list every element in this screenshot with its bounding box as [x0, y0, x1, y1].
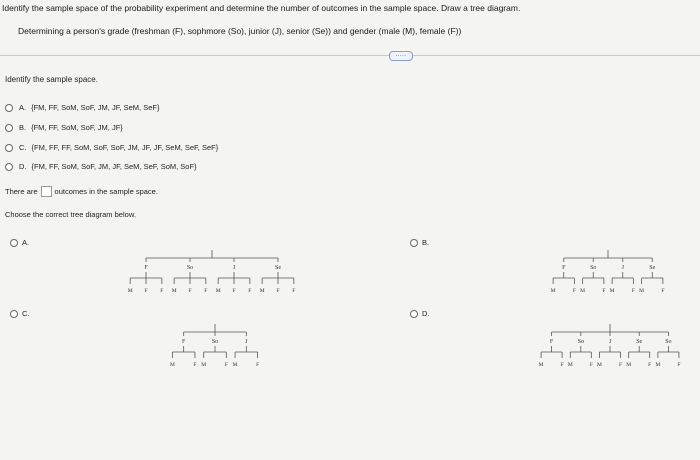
tree-option-b[interactable]	[410, 238, 429, 247]
tree-b-grade-label: J	[621, 265, 624, 271]
tree-b-leaf-label: F	[661, 288, 665, 294]
tree-b-leaf-label: M	[550, 288, 556, 294]
outcome-count-before: There are	[5, 187, 38, 196]
tree-b-leaf-label: F	[602, 288, 606, 294]
tree-c-leaf-label: F	[193, 362, 197, 368]
choice-c[interactable]	[5, 143, 218, 152]
tree-option-c-radio[interactable]	[10, 310, 18, 318]
tree-option-d[interactable]	[410, 309, 430, 318]
tree-d-leaf-label: F	[560, 362, 564, 368]
choice-c-key: C.	[19, 143, 27, 152]
tree-a-grade-label: J	[232, 265, 236, 271]
tree-d-grade-label: F	[549, 339, 554, 345]
tree-c-grade-label: F	[181, 339, 186, 345]
tree-c-grade-label: So	[211, 339, 219, 345]
choice-b-key: B.	[19, 123, 27, 132]
tree-a-leaf-label: F	[292, 288, 296, 294]
tree-a-leaf-label: F	[160, 288, 164, 294]
tree-option-d-key: D.	[422, 309, 430, 318]
tree-b-leaf-label: F	[631, 288, 635, 294]
tree-a-leaf-label: M	[259, 288, 265, 294]
tree-a-grade-label: Se	[275, 265, 281, 271]
tree-c-leaf-label: M	[169, 362, 175, 368]
tree-d-leaf-label: F	[618, 362, 623, 368]
tree-b-grade-label: Se	[649, 265, 656, 271]
tree-option-b-key: B.	[422, 238, 430, 247]
tree-prompt: Choose the correct tree diagram below.	[5, 210, 136, 219]
tree-a-leaf-label: F	[188, 288, 192, 294]
tree-option-a-key: A.	[22, 238, 30, 247]
choice-c-text: {FM, FF, FF, SoM, SoF, SoF, JM, JF, JF, SeM, SeF, SeF}	[31, 143, 219, 152]
tree-d-leaf-label: F	[589, 362, 593, 368]
tree-c-leaf-label: F	[224, 362, 228, 368]
tree-d-leaf-label: M	[538, 362, 544, 368]
tree-a-leaf-label: M	[127, 288, 133, 294]
tree-c-grade-label: J	[245, 339, 248, 345]
tree-a-leaf-label: F	[276, 288, 280, 294]
tree-c-leaf-label: F	[256, 362, 260, 368]
tree-b-leaf-label: M	[639, 288, 645, 294]
tree-d-grade-label: Se	[636, 339, 643, 345]
choice-a-text: {FM, FF, SoM, SoF, JM, JF, SeM, SeF}	[31, 103, 160, 112]
tree-b-leaf-label: M	[609, 288, 615, 294]
tree-d-leaf-label: F	[648, 362, 652, 368]
tree-c-leaf-label: M	[201, 362, 207, 368]
tree-d-grade-label: So	[665, 339, 672, 345]
choice-d-key: D.	[19, 162, 27, 171]
tree-d-leaf-label: M	[655, 362, 661, 368]
tree-option-d-radio[interactable]	[410, 310, 418, 318]
tree-a-leaf-label: F	[144, 288, 148, 294]
tree-a-leaf-label: M	[215, 288, 221, 294]
choice-a-key: A.	[19, 103, 27, 112]
tree-b-grade-label: So	[590, 265, 597, 271]
choice-d[interactable]	[5, 162, 197, 171]
tree-a-leaf-label: F	[204, 288, 208, 294]
tree-b-leaf-label: F	[572, 288, 576, 294]
choice-a-radio[interactable]	[5, 104, 13, 112]
tree-a-leaf-label: M	[171, 288, 177, 294]
tree-c-leaf-label: M	[232, 362, 238, 368]
tree-a-leaf-label: F	[232, 288, 236, 294]
choice-b[interactable]	[5, 123, 123, 132]
choice-a[interactable]	[5, 103, 159, 112]
section-divider	[0, 55, 700, 56]
tree-b-grade-label: F	[562, 265, 566, 271]
choice-d-radio[interactable]	[5, 163, 13, 171]
tree-diagram-a	[124, 248, 300, 300]
choice-d-text: {FM, FF, SoM, SoF, JM, JF, SeM, SeF, SoM, SoF}	[31, 162, 197, 171]
question-title: Identify the sample space of the probability experiment and determine the number of outcomes in the sample space. Draw a tree diagram.	[2, 3, 521, 13]
tree-d-grade-label: J	[608, 339, 612, 345]
choice-c-radio[interactable]	[5, 144, 13, 152]
tree-a-leaf-label: F	[248, 288, 252, 294]
tree-d-leaf-label: M	[567, 362, 573, 368]
tree-b-leaf-label: M	[580, 288, 586, 294]
outcome-count-input[interactable]	[41, 186, 52, 197]
tree-d-leaf-label: M	[597, 362, 602, 368]
tree-option-a-radio[interactable]	[10, 239, 18, 247]
sample-space-prompt: Identify the sample space.	[5, 75, 98, 84]
tree-option-c[interactable]	[10, 309, 30, 318]
tree-a-grade-label: F	[144, 265, 148, 271]
outcome-count-row	[5, 186, 158, 197]
tree-option-b-radio[interactable]	[410, 239, 418, 247]
tree-diagram-d	[537, 322, 683, 374]
tree-diagram-b	[549, 248, 667, 300]
expand-more-button[interactable]: .....	[389, 51, 413, 61]
tree-d-leaf-label: M	[626, 362, 632, 368]
tree-a-grade-label: So	[186, 265, 194, 271]
choice-b-text: {FM, FF, SoM, SoF, JM, JF}	[31, 123, 123, 132]
choice-b-radio[interactable]	[5, 124, 13, 132]
question-scenario: Determining a person's grade (freshman (F), sophmore (So), junior (J), senior (Se)) and gender (male (M), female (F))	[18, 26, 462, 36]
tree-diagram-c	[168, 322, 262, 374]
outcome-count-after: outcomes in the sample space.	[54, 187, 158, 196]
tree-option-a[interactable]	[10, 238, 29, 247]
tree-d-grade-label: So	[577, 339, 584, 345]
tree-d-leaf-label: F	[677, 362, 681, 368]
tree-option-c-key: C.	[22, 309, 30, 318]
